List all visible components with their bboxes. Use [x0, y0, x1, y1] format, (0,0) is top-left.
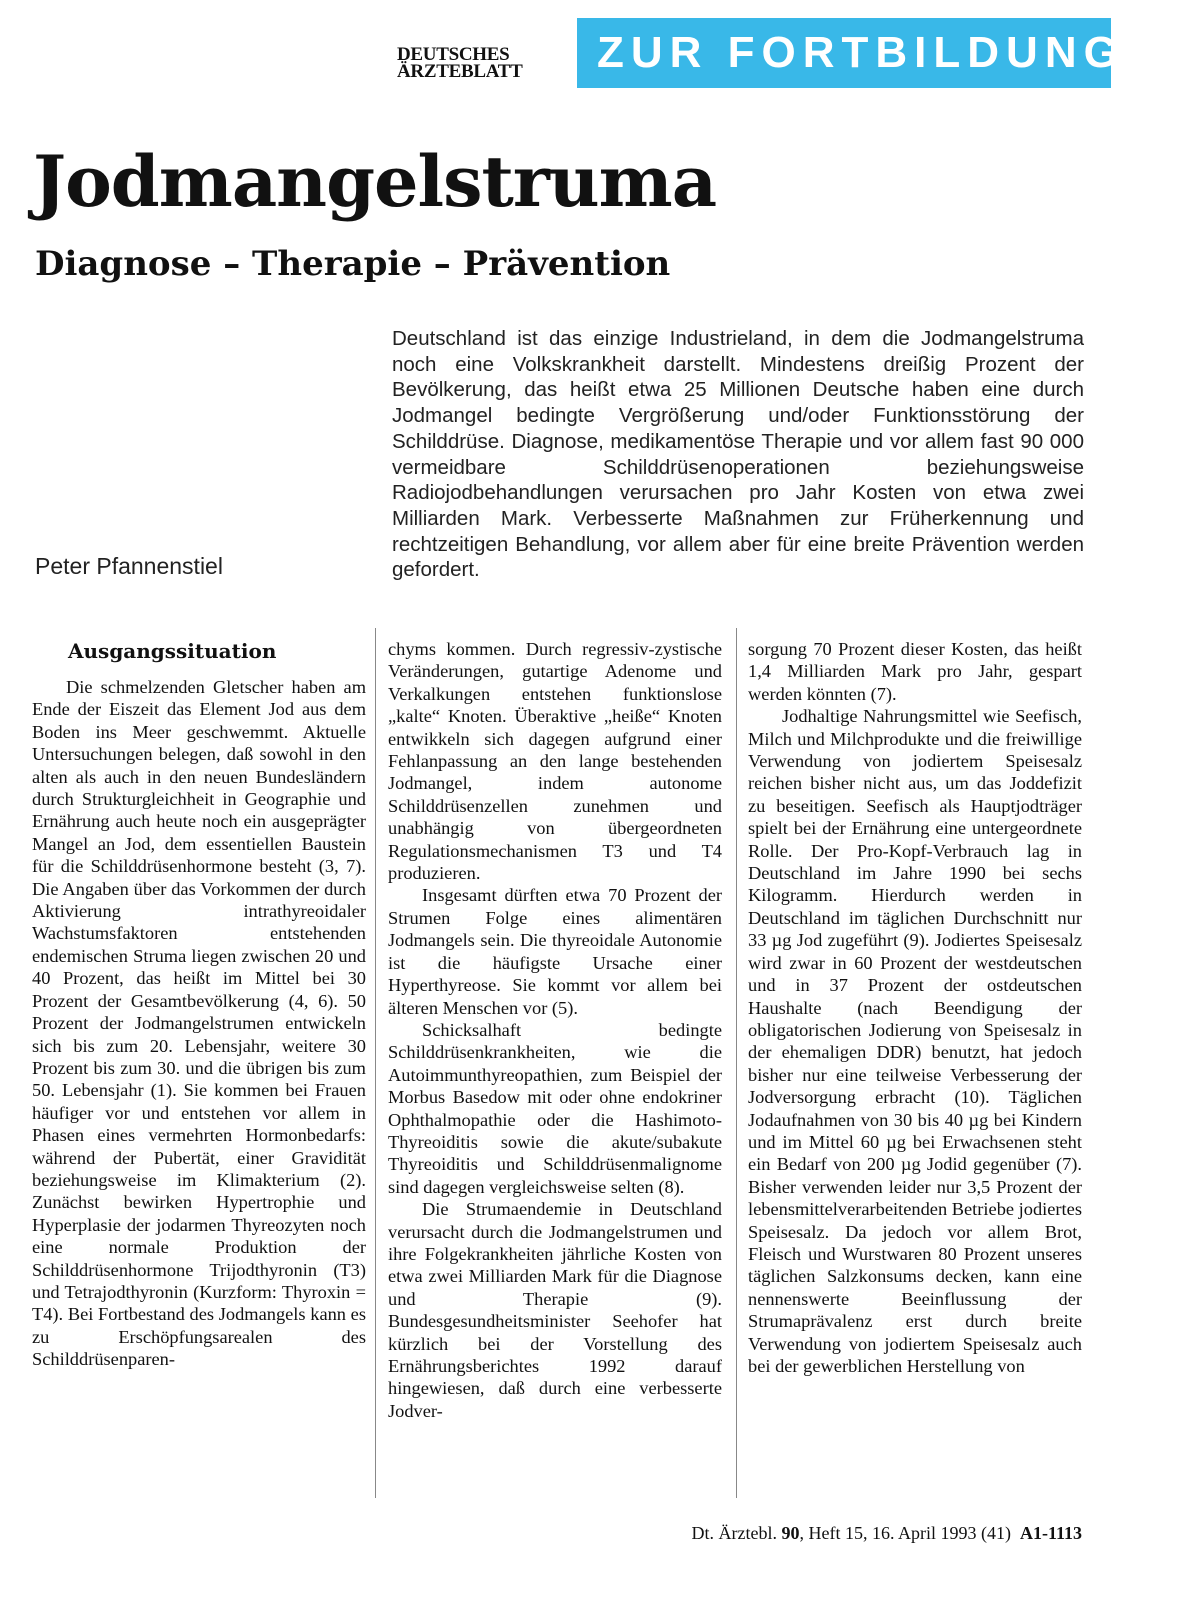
- body-paragraph: Jodhaltige Nahrungsmittel wie Seefisch, Milch und Milchprodukte und die freiwillige Verwendung von jodiertem Speisesalz reichen bisher nicht aus, um das Joddefizit zu beseitigen. Seefisch als Hauptjodträger spielt bei der Ernährung eine untergeordnete Rolle. Der Pro-Kopf-Verbrauch lag in Deutschland im Jahre 1990 bei sechs Kilogramm. Hierdurch werden in Deutschland im täglichen Durchschnitt nur 33 µg Jod zugeführt (9). Jodiertes Speisesalz wird zwar in 60 Prozent der westdeutschen und in 37 Prozent der ostdeutschen Haushalte (nach Beendigung der obligatorischen Jodierung von Speisesalz in der ehemaligen DDR) benutzt, hat jedoch bisher nur eine teilweise Verbesserung der Jodversorgung erbracht (10). Täglichen Jodaufnahmen von 30 bis 40 µg bei Kindern und im Mittel 60 µg bei Erwachsenen steht ein Bedarf von 200 µg Jodid gegenüber (7). Bisher verwenden leider nur 3,5 Prozent der lebensmittelverarbeitenden Betriebe jodiertes Speisesalz. Da jedoch vor allem Brot, Fleisch und Wurstwaren 80 Prozent unseres täglichen Salzkonsums decken, kann eine nennenswerte Beeinflussung der Strumaprävalenz erst durch breite Verwendung von jodiertem Speisesalz auch bei der gewerblichen Herstellung von: [748, 706, 1082, 1376]
- section-banner: [577, 18, 1125, 88]
- footer-issue-date: , Heft 15, 16. April 1993 (41): [799, 1523, 1011, 1543]
- journal-logo-line1: DEUTSCHES: [397, 44, 510, 65]
- body-column-1: [32, 638, 366, 1371]
- body-paragraph: sorgung 70 Prozent dieser Kosten, das heißt 1,4 Milliarden Mark pro Jahr, gespart werden könnten (7).: [748, 639, 1082, 704]
- journal-logo-line2: ÄRZTEBLATT: [397, 61, 523, 82]
- footer-page-number: A1-1113: [1019, 1523, 1082, 1543]
- body-column-2: [388, 638, 722, 1422]
- body-paragraph: Die Strumaendemie in Deutschland verursacht durch die Jodmangelstrumen und ihre Folgekrankheiten jährliche Kosten von etwa zwei Milliarden Mark für die Diagnose und Therapie (9). Bundesgesundheitsminister Seehofer hat kürzlich bei der Vorstellung des Ernährungsberichtes 1992 darauf hingewiesen, daß durch eine verbesserte Jodver-: [388, 1199, 722, 1421]
- body-paragraph: chyms kommen. Durch regressiv-zystische Veränderungen, gutartige Adenome und Verkalkungen entstehen funktionslose „kalte“ Knoten. Überaktive „heiße“ Knoten entwikkeln sich dagegen aufgrund einer Fehlanpassung an den lange bestehenden Jodmangel, indem autonome Schilddrüsenzellen zunehmen und unabhängig von übergeordneten Regulationsmechanismen T3 und T4 produzieren.: [388, 639, 722, 884]
- article-abstract: Deutschland ist das einzige Industrieland, in dem die Jodmangelstruma noch eine Volkskrankheit darstellt. Mindestens dreißig Prozent der Bevölkerung, das heißt etwa 25 Millionen Deutsche haben eine durch Jodmangel bedingte Vergrößerung und/oder Funktionsstörung der Schilddrüse. Diagnose, medikamentöse Therapie und vor allem fast 90 000 vermeidbare Schilddrüsenoperationen beziehungsweise Radiojodbehandlungen verursachen pro Jahr Kosten von etwa zwei Milliarden Mark. Verbesserte Maßnahmen zur Früherkennung und rechtzeitigen Behandlung, vor allem aber für eine breite Prävention werden gefordert.: [392, 327, 1084, 582]
- article-title: Jodmangelstruma: [33, 140, 717, 223]
- column-divider: [375, 628, 376, 1498]
- footer-volume: 90: [781, 1523, 800, 1543]
- page-footer: [692, 1523, 1082, 1544]
- column-divider: [736, 628, 737, 1498]
- body-paragraph: Die schmelzenden Gletscher haben am Ende der Eiszeit das Element Jod aus dem Boden ins Meer geschwemmt. Aktuelle Untersuchungen belegen, daß sowohl in den alten als auch in den neuen Bundesländern durch Strukturgleichheit in Geographie und Ernährung auch heute noch ein ausgeprägter Mangel an Jod, dem essentiellen Baustein für die Schilddrüsenhormone besteht (3, 7). Die Angaben über das Vorkommen der durch Aktivierung intrathyreoidaler Wachstumsfaktoren entstehenden endemischen Struma liegen zwischen 20 und 40 Prozent, das heißt im Mittel bei 30 Prozent der Gesamtbevölkerung (4, 6). 50 Prozent der Jodmangelstrumen entwickeln sich bis zum 20. Lebensjahr, weitere 30 Prozent bis zum 30. und die übrigen bis zum 50. Lebensjahr (1). Sie kommen bei Frauen häufiger vor und entstehen vor allem in Phasen eines vermehrten Hormonbedarfs: während der Pubertät, einer Gravidität beziehungsweise im Klimakterium (2). Zunächst bewirken Hypertrophie und Hyperplasie der jodarmen Thyreozyten noch eine normale Produktion der Schilddrüsenhormone Trijodthyronin (T3) und Tetrajodthyronin (Kurzform: Thyroxin = T4). Bei Fortbestand des Jodmangels kann es zu Erschöpfungsarealen des Schilddrüsenparen-: [32, 677, 366, 1370]
- body-paragraph: Schicksalhaft bedingte Schilddrüsenkrankheiten, wie die Autoimmunthyreopathien, zum Beispiel der Morbus Basedow mit oder ohne endokriner Ophthalmopathie oder die Hashimoto-Thyreoiditis sowie die akute/subakute Thyreoiditis und Schilddrüsenmalignome sind dagegen vergleichsweise selten (8).: [388, 1019, 722, 1197]
- footer-journal: Dt. Ärztebl.: [691, 1523, 777, 1543]
- journal-logo: [397, 46, 567, 80]
- body-paragraph: Insgesamt dürften etwa 70 Prozent der Strumen Folge eines alimentären Jodmangels sein. Die thyreoidale Autonomie ist die häufigste Ursache einer Hyperthyreose. Sie kommt vor allem bei älteren Menschen vor (5).: [388, 885, 722, 1018]
- body-column-3: [748, 638, 1082, 1377]
- article-author: Peter Pfannenstiel: [35, 553, 223, 579]
- article-subtitle: Diagnose – Therapie – Prävention: [35, 244, 671, 284]
- section-banner-label: ZUR FORTBILDUNG: [597, 28, 1125, 77]
- section-heading: Ausgangssituation: [68, 639, 277, 663]
